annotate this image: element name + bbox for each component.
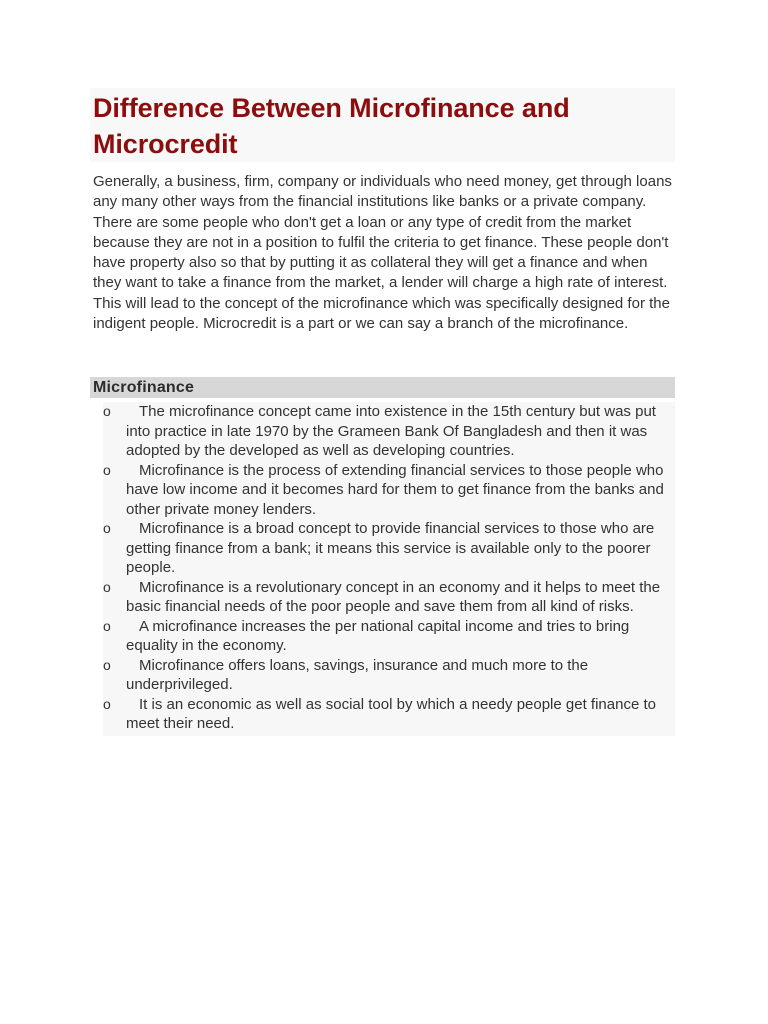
intro-paragraph: Generally, a business, firm, company or individuals who need money, get through loans any many other ways from the financial institutions like banks or a private company. There are some people who don't get a loan or any type of credit from the market because they are not in a position to fulfil the criteria to get finance. These people don't have property also so that by putting it as collateral they will get a finance and when they want to take a finance from the market, a lender will charge a high rate of interest. This will lead to the concept of the microfinance which was specifically designed for the indigent people. Microcredit is a part or we can say a branch of the microfinance. — [93, 173, 672, 333]
bullet-circle-icon: o — [103, 617, 111, 634]
list-item-text: Microfinance is a revolutionary concept in an economy and it helps to meet the basic financial needs of the poor people and save them from all kind of risks. — [126, 578, 661, 616]
list-item-text: Microfinance offers loans, savings, insurance and much more to the underprivileged. — [126, 656, 589, 694]
list-item-text: It is an economic as well as social tool by which a needy people get finance to meet their need. — [126, 695, 656, 733]
list-item — [103, 656, 675, 695]
bullet-circle-icon: o — [103, 656, 111, 673]
list-item — [103, 519, 675, 578]
document-page — [93, 88, 675, 736]
list-item — [103, 617, 675, 656]
list-item-text: Microfinance is a broad concept to provide financial services to those who are getting finance from a bank; it means this service is available only to the poorer people. — [126, 520, 655, 577]
bullet-circle-icon: o — [103, 520, 111, 537]
list-item-text: A microfinance increases the per national capital income and tries to bring equality in the economy. — [126, 617, 630, 655]
list-item — [103, 695, 675, 734]
page-title: Difference Between Microfinance and Microcredit — [93, 93, 570, 159]
list-item — [103, 402, 675, 461]
list-item — [103, 461, 675, 520]
bullet-circle-icon: o — [103, 578, 111, 595]
bullet-circle-icon: o — [103, 695, 111, 712]
section-heading-microfinance: Microfinance — [90, 377, 675, 398]
bullet-circle-icon: o — [103, 461, 111, 478]
list-item-text: Microfinance is the process of extending financial services to those people who have low income and it becomes hard for them to get finance from the banks and other private money lenders. — [126, 461, 664, 518]
bullet-circle-icon: o — [103, 403, 111, 420]
title-block — [90, 88, 675, 162]
microfinance-bullet-list — [103, 402, 675, 736]
list-item — [103, 578, 675, 617]
list-item-text: The microfinance concept came into existence in the 15th century but was put into practice in late 1970 by the Grameen Bank Of Bangladesh and then it was adopted by the developed as well as developing countries. — [126, 403, 656, 460]
